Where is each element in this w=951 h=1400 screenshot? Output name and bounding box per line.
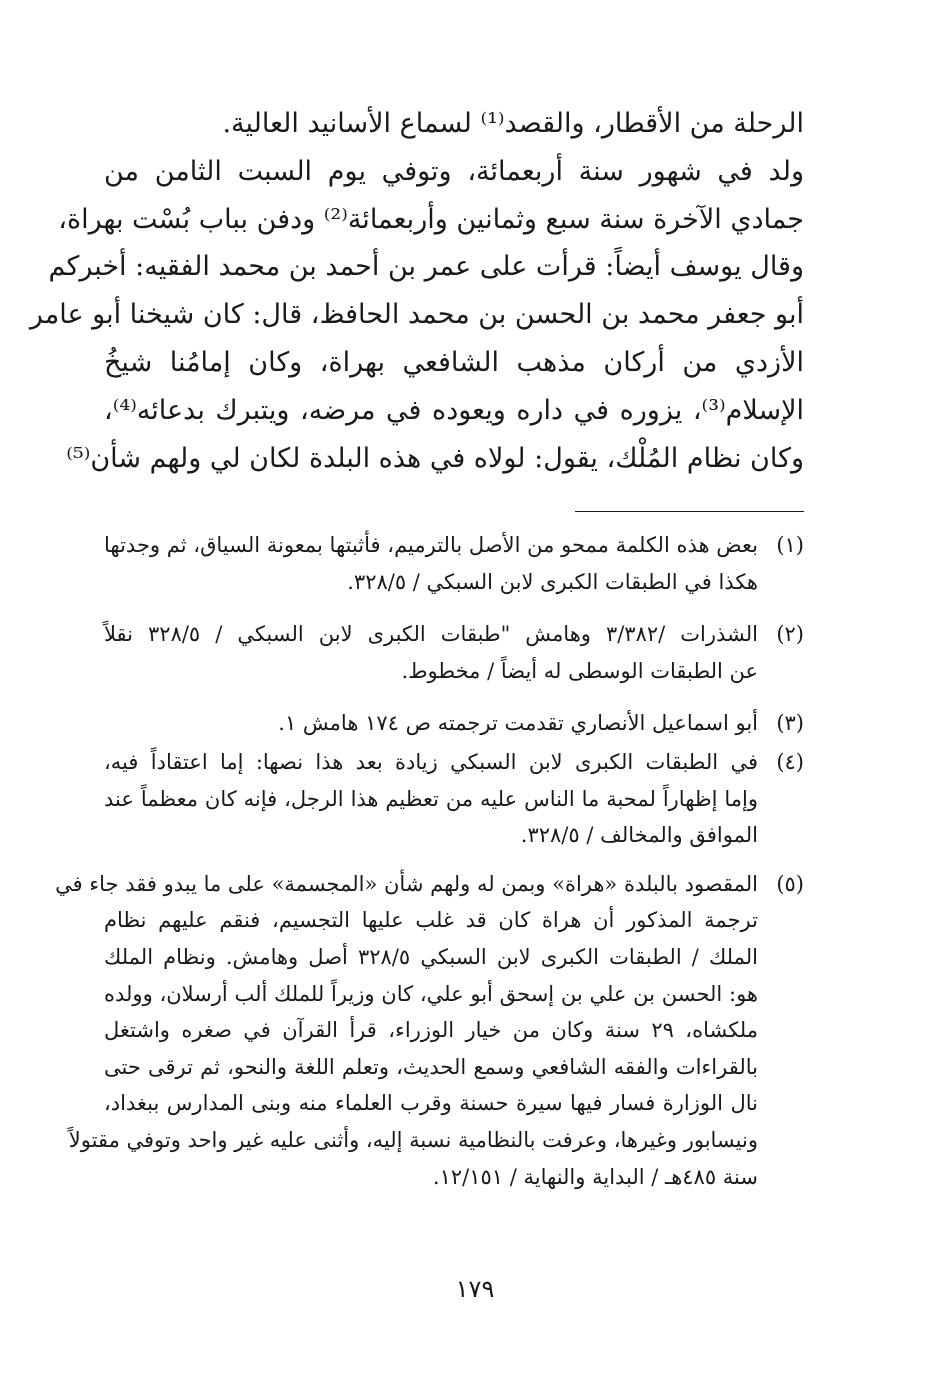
page-number: ١٧٩ xyxy=(455,1275,495,1303)
footnote-line: هو: الحسن بن علي بن إسحق أبو علي، كان وزيراً للملك ألب أرسلان، وولده xyxy=(104,981,758,1006)
footnote-line: عن الطبقات الوسطى له أيضاً / مخطوط. xyxy=(401,658,758,683)
footnote-line: أبو اسماعيل الأنصاري تقدمت ترجمته ص ١٧٤ هامش ١. xyxy=(278,711,758,736)
footnote-line: الملك / الطبقات الكبرى لابن السبكي ٣٢٨/٥ أصل وهامش. ونظام الملك xyxy=(104,944,759,969)
footnote-line: بعض هذه الكلمة ممحو من الأصل بالترميم، فأثبتها بمعونة السياق، ثم وجدتها xyxy=(104,533,758,557)
main-text-line: وكان نظام المُلْك، يقول: لولاه في هذه البلدة لكان لي ولهم شأن⁽⁵⁾ xyxy=(66,442,804,474)
footnote-number: (١) xyxy=(776,533,804,557)
footnote-line: هكذا في الطبقات الكبرى لابن السبكي / ٣٢٨/٥. xyxy=(347,569,758,594)
footnote-line: ملكشاه، ٢٩ سنة وكان من خيار الوزراء، قرأ القرآن في صغره واشتغل xyxy=(104,1018,759,1043)
footnote-line: ترجمة المذكور أن هراة كان قد غلب عليها التجسيم، فنقم عليهم نظام xyxy=(104,908,758,933)
main-text-line: الأزدي من أركان مذهب الشافعي بهراة، وكان إمامُنا شيخُ xyxy=(104,346,804,378)
footnote-1 xyxy=(104,527,804,600)
main-text-line: جمادي الآخرة سنة سبع وثمانين وأربعمائة⁽²⁾ ودفن بباب بُسْت بهراة، xyxy=(58,203,804,235)
footnote-divider xyxy=(575,511,804,512)
main-text-line: أبو جعفر محمد بن الحسن بن محمد الحافظ، قال: كان شيخنا أبو عامر xyxy=(29,299,804,331)
footnote-number: (٥) xyxy=(776,871,804,896)
main-text xyxy=(29,100,804,482)
footnote-4 xyxy=(104,744,804,854)
main-text-line: الرحلة من الأقطار، والقصد⁽¹⁾ لسماع الأسانيد العالية. xyxy=(222,108,804,139)
main-text-line: وقال يوسف أيضاً: قرأت على عمر بن أحمد بن محمد الفقيه: أخبركم xyxy=(48,251,804,283)
footnote-line: ونيسابور وغيرها، وعرفت بالنظامية نسبة إليه، وأثنى عليه غير واحد وتوفي مقتولاً xyxy=(68,1127,758,1152)
main-text-line: الإسلام⁽³⁾، يزوره في داره ويعوده في مرضه، ويتبرك بدعائه⁽⁴⁾، xyxy=(104,394,804,426)
footnote-line: بالقراءات والفقه الشافعي وسمع الحديث، وتعلم اللغة والنحو، ثم ترقى حتى xyxy=(104,1054,758,1079)
footnote-number: (٣) xyxy=(776,711,804,736)
footnote-line: الشذرات /٣/٣٨٢ وهامش "طبقات الكبرى لابن السبكي / ٣٢٨/٥ نقلاً xyxy=(104,622,758,647)
footnote-2 xyxy=(104,616,804,689)
footnote-5 xyxy=(55,866,804,1195)
footnote-line: المقصود بالبلدة «هراة» وبمن له ولهم شأن «المجسمة» على ما يبدو فقد جاء في xyxy=(55,871,758,896)
footnote-line: الموافق والمخالف / ٣٢٨/٥. xyxy=(520,823,758,848)
footnote-line: في الطبقات الكبرى لابن السبكي زيادة بعد هذا نصها: إما اعتقاداً فيه، xyxy=(104,749,758,774)
footnote-number: (٢) xyxy=(776,622,804,647)
footnote-line: سنة ٤٨٥هـ / البداية والنهاية / ١٢/١٥١. xyxy=(432,1164,758,1189)
footnotes xyxy=(55,527,804,1195)
footnote-number: (٤) xyxy=(776,749,804,774)
footnote-3 xyxy=(104,705,804,742)
footnote-line: نال الوزارة فسار فيها سيرة حسنة وقرب العلماء منه وبنى المدارس ببغداد، xyxy=(104,1091,758,1116)
footnote-line: وإما إظهاراً لمحبة ما الناس عليه من تعظيم هذا الرجل، فإنه كان معظماً عند xyxy=(104,786,758,811)
main-text-line: ولد في شهور سنة أربعمائة، وتوفي يوم السبت الثامن من xyxy=(104,155,804,187)
